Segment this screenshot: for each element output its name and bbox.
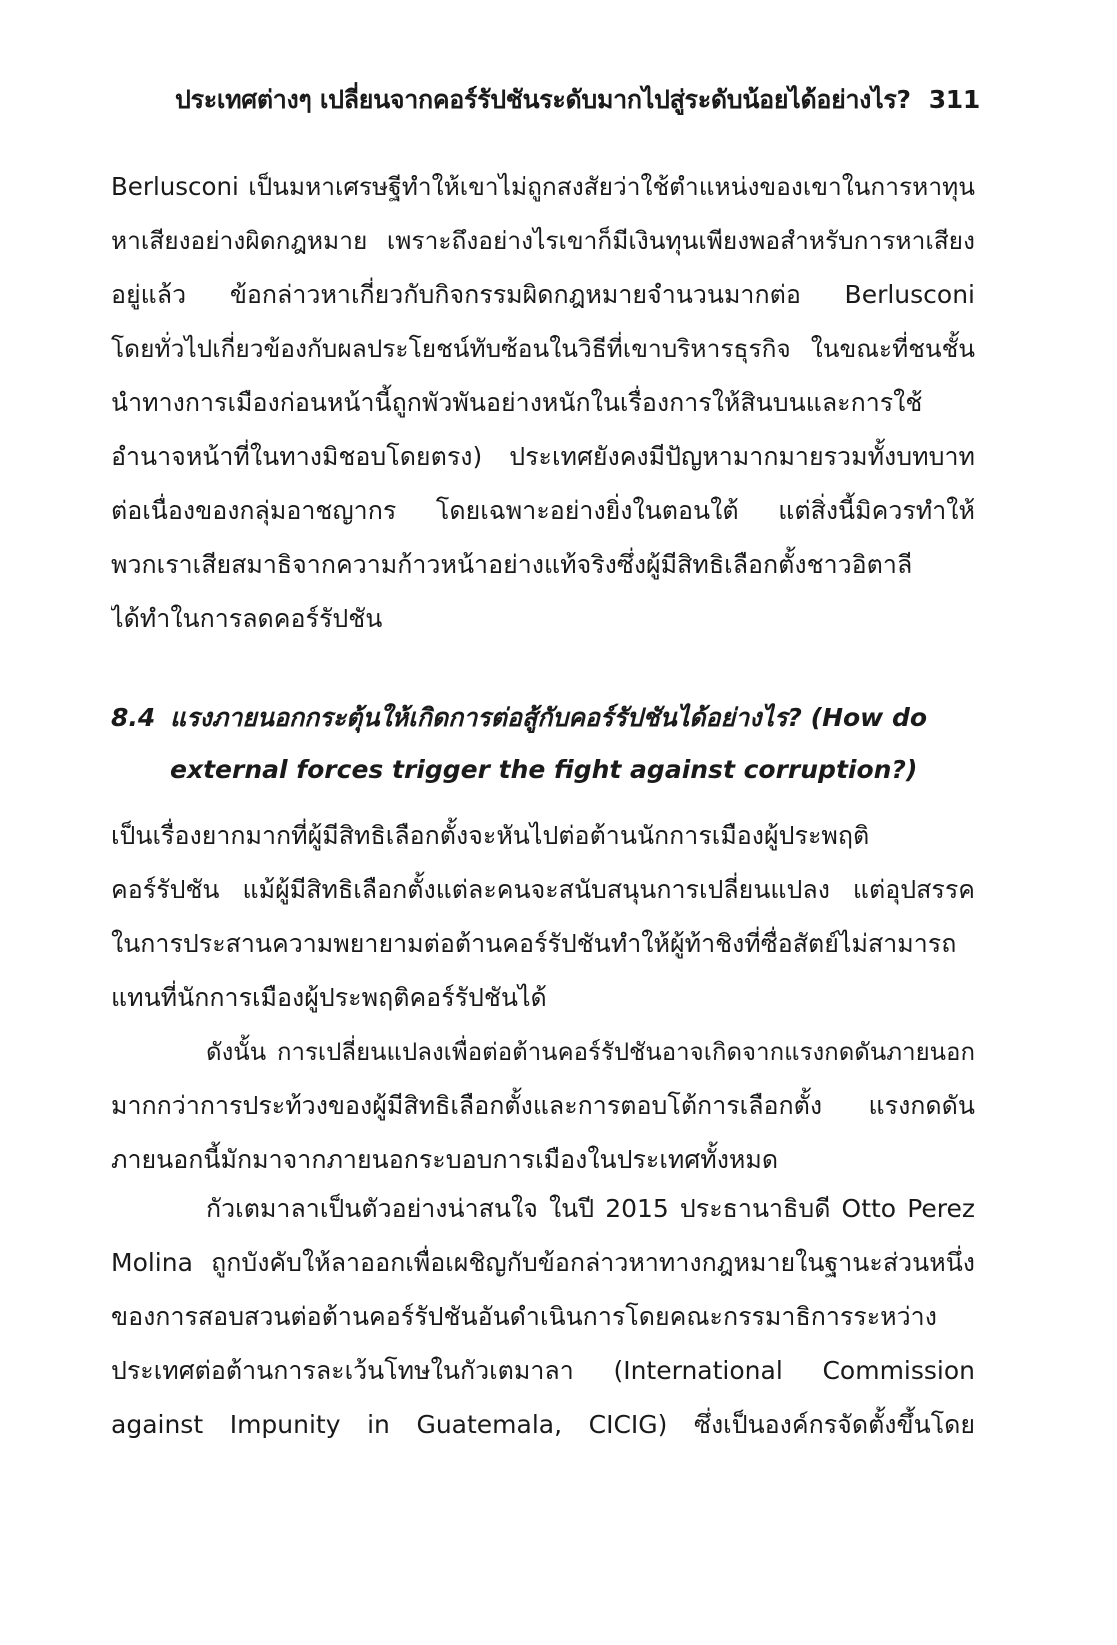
section-title-line-1: แรงภายนอกกระตุ้นให้เกิดการต่อสู้กับคอร์รัปชันได้อย่างไร? (How do	[170, 703, 928, 732]
page-number: 311	[928, 85, 980, 114]
text-line: พวกเราเสียสมาธิจากความก้าวหน้าอย่างแท้จริงซึ่งผู้มีสิทธิเลือกตั้งชาวอิตาลี	[111, 550, 913, 579]
text-line: ในการประสานความพยายามต่อต้านคอร์รัปชันทำให้ผู้ท้าชิงที่ซื่อสัตย์ไม่สามารถ	[111, 929, 957, 958]
text-line: มากกว่าการประท้วงของผู้มีสิทธิเลือกตั้งและการตอบโต้การเลือกตั้ง แรงกดดัน	[111, 1091, 975, 1120]
text-line: โดยทั่วไปเกี่ยวข้องกับผลประโยชน์ทับซ้อนในวิธีที่เขาบริหารธุรกิจ ในขณะที่ชนชั้น	[111, 334, 975, 363]
paragraph-3	[111, 1025, 975, 1187]
text-line: เป็นเรื่องยากมากที่ผู้มีสิทธิเลือกตั้งจะหันไปต่อต้านนักการเมืองผู้ประพฤติ	[111, 821, 870, 850]
text-line: แทนที่นักการเมืองผู้ประพฤติคอร์รัปชันได้	[111, 983, 547, 1012]
paragraph-2	[111, 809, 975, 1025]
text-line: ได้ทำในการลดคอร์รัปชัน	[111, 604, 383, 633]
text-line: นำทางการเมืองก่อนหน้านี้ถูกพัวพันอย่างหนักในเรื่องการให้สินบนและการใช้	[111, 388, 923, 417]
paragraph-4	[111, 1182, 975, 1452]
text-line: against Impunity in Guatemala, CICIG) ซึ่งเป็นองค์กรจัดตั้งขึ้นโดย	[111, 1410, 975, 1439]
text-line: หาเสียงอย่างผิดกฎหมาย เพราะถึงอย่างไรเขาก็มีเงินทุนเพียงพอสำหรับการหาเสียง	[111, 226, 975, 255]
text-line: ต่อเนื่องของกลุ่มอาชญากร โดยเฉพาะอย่างยิ่งในตอนใต้ แต่สิ่งนี้มิควรทำให้	[111, 496, 975, 525]
text-line: Molina ถูกบังคับให้ลาออกเพื่อเผชิญกับข้อกล่าวหาทางกฎหมายในฐานะส่วนหนึ่ง	[111, 1248, 975, 1277]
section-heading	[111, 692, 975, 796]
section-number: 8.4	[111, 703, 156, 732]
text-line: คอร์รัปชัน แม้ผู้มีสิทธิเลือกตั้งแต่ละคนจะสนับสนุนการเปลี่ยนแปลง แต่อุปสรรค	[111, 875, 975, 904]
section-title-line-2: external forces trigger the fight against corruption?)	[170, 755, 918, 784]
paragraph-1	[111, 160, 975, 646]
text-line: ดังนั้น การเปลี่ยนแปลงเพื่อต่อต้านคอร์รัปชันอาจเกิดจากแรงกดดันภายนอก	[206, 1038, 975, 1066]
running-header	[110, 80, 980, 120]
text-line: ภายนอกนี้มักมาจากภายนอกระบอบการเมืองในประเทศทั้งหมด	[111, 1145, 779, 1174]
text-line: ประเทศต่อต้านการละเว้นโทษในกัวเตมาลา (International Commission	[111, 1356, 975, 1385]
running-header-title: ประเทศต่างๆ เปลี่ยนจากคอร์รัปชันระดับมากไปสู่ระดับน้อยได้อย่างไร?	[175, 85, 911, 114]
text-line: กัวเตมาลาเป็นตัวอย่างน่าสนใจ ในปี 2015 ประธานาธิบดี Otto Perez	[206, 1194, 975, 1223]
text-line: อำนาจหน้าที่ในทางมิชอบโดยตรง) ประเทศยังคงมีปัญหามากมายรวมทั้งบทบาท	[111, 442, 975, 471]
text-line: Berlusconi เป็นมหาเศรษฐีทำให้เขาไม่ถูกสงสัยว่าใช้ตำแหน่งของเขาในการหาทุน	[111, 172, 975, 201]
text-line: ของการสอบสวนต่อต้านคอร์รัปชันอันดำเนินการโดยคณะกรรมาธิการระหว่าง	[111, 1302, 937, 1331]
text-line: อยู่แล้ว ข้อกล่าวหาเกี่ยวกับกิจกรรมผิดกฎหมายจำนวนมากต่อ Berlusconi	[111, 280, 975, 309]
